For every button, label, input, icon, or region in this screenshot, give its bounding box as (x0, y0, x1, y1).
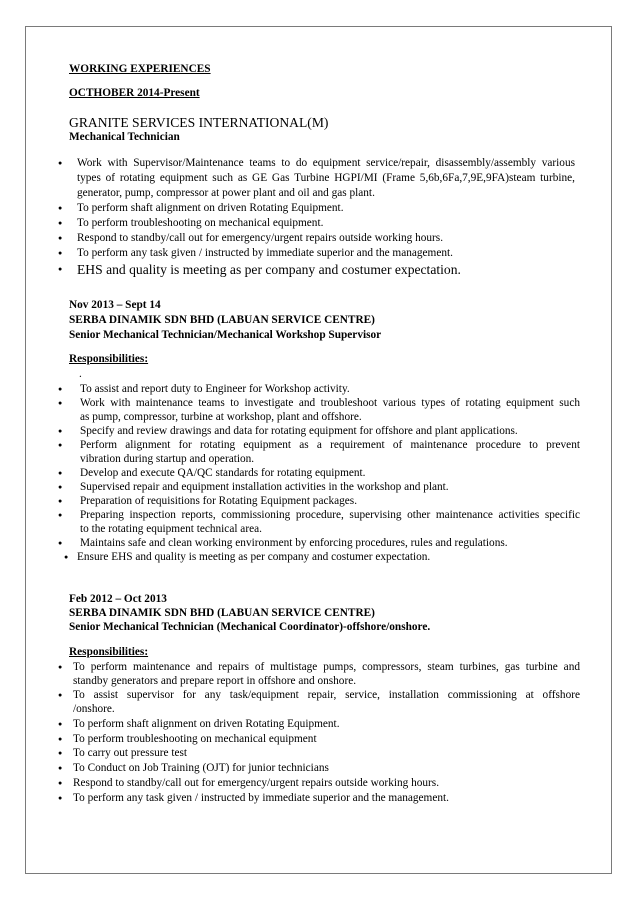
list-item: To assist supervisor for any task/equipment repair, service, installation commissioning at offshore (73, 689, 580, 701)
bullet-icon (58, 467, 62, 482)
list-item: To perform shaft alignment on driven Rotating Equipment. (77, 202, 344, 214)
job-period: Feb 2012 – Oct 2013 (69, 593, 167, 605)
job-position: Senior Mechanical Technician/Mechanical Workshop Supervisor (69, 329, 382, 341)
bullet-icon (58, 689, 62, 704)
bullet-icon (58, 747, 62, 762)
list-item: To perform troubleshooting on mechanical equipment (73, 733, 317, 745)
bullet-icon (58, 762, 62, 777)
bullet-icon (58, 537, 62, 552)
list-item: To perform maintenance and repairs of multistage pumps, compressors, steam turbines, gas turbine and (73, 661, 580, 673)
bullet-icon (58, 481, 62, 496)
list-item: To perform shaft alignment on driven Rotating Equipment. (73, 718, 340, 730)
bullet-icon (58, 718, 62, 733)
list-item: To carry out pressure test (73, 747, 188, 759)
list-item: Supervised repair and equipment installation activities in the workshop and plant. (80, 481, 449, 493)
job-position: Mechanical Technician (69, 131, 180, 143)
list-item: Respond to standby/call out for emergency/urgent repairs outside working hours. (73, 777, 440, 789)
list-item-continued: standby generators and prepare report in offshore and onshore. (73, 675, 357, 687)
bullet-icon (58, 217, 62, 232)
job-position: Senior Mechanical Technician (Mechanical Coordinator)-offshore/onshore. (69, 621, 431, 633)
bullet-icon (58, 777, 62, 792)
list-item-continued: vibration during startup and operation. (80, 453, 255, 465)
list-item: Specify and review drawings and data for rotating equipment for offshore and plant applications. (80, 425, 518, 437)
bullet-icon (58, 202, 62, 217)
company-name: SERBA DINAMIK SDN BHD (LABUAN SERVICE CENTRE) (69, 314, 375, 326)
list-item: Maintains safe and clean working environment by enforcing procedures, rules and regulations. (80, 537, 508, 549)
list-item-continued: generator, pump, compressor at power plant and oil and gas plant. (77, 187, 375, 199)
bullet-icon (58, 792, 62, 807)
job-period: Nov 2013 – Sept 14 (69, 299, 161, 311)
bullet-icon (58, 439, 62, 454)
list-item: Work with maintenance teams to investigate and troubleshoot various types of rotating equipment such (80, 397, 580, 409)
list-item: To perform any task given / instructed by immediate superior and the management. (77, 247, 453, 259)
list-item: EHS and quality is meeting as per company and costumer expectation. (77, 262, 461, 277)
company-name: GRANITE SERVICES INTERNATIONAL(M) (69, 115, 329, 130)
responsibilities-label: Responsibilities: (69, 353, 149, 365)
bullet-icon (58, 495, 62, 510)
bullet-icon (58, 733, 62, 748)
job-period: OCTHOBER 2014-Present (69, 87, 200, 99)
responsibilities-label: Responsibilities: (69, 646, 149, 658)
bullet-icon (58, 157, 62, 172)
list-item: Preparing inspection reports, commissioning procedure, supervising other maintenance activities specific (80, 509, 580, 521)
bullet-icon (58, 425, 62, 440)
list-item: Develop and execute QA/QC standards for rotating equipment. (80, 467, 366, 479)
stray-dot: . (79, 368, 82, 380)
bullet-icon (58, 263, 62, 278)
list-item: To assist and report duty to Engineer for Workshop activity. (80, 383, 350, 395)
bullet-icon (58, 397, 62, 412)
list-item: Respond to standby/call out for emergency/urgent repairs outside working hours. (77, 232, 444, 244)
bullet-icon (58, 232, 62, 247)
bullet-icon (58, 383, 62, 398)
list-item: Ensure EHS and quality is meeting as per company and costumer expectation. (77, 551, 431, 563)
list-item: To perform troubleshooting on mechanical equipment. (77, 217, 324, 229)
list-item-continued: as pump, compressor, turbine at workshop, plant and offshore. (80, 411, 362, 423)
bullet-icon (58, 661, 62, 676)
list-item-continued: /onshore. (73, 703, 115, 715)
company-name: SERBA DINAMIK SDN BHD (LABUAN SERVICE CENTRE) (69, 607, 375, 619)
bullet-icon (64, 551, 68, 566)
bullet-icon (58, 247, 62, 262)
list-item-continued: to the rotating equipment technical area. (80, 523, 262, 535)
section-title: WORKING EXPERIENCES (69, 63, 211, 75)
list-item: Perform alignment for rotating equipment as a requirement of maintenance procedure to prevent (80, 439, 580, 451)
bullet-icon (58, 509, 62, 524)
list-item: Preparation of requisitions for Rotating Equipment packages. (80, 495, 358, 507)
list-item-continued: types of rotating equipment such as GE Gas Turbine HGPI/MI (Frame 5,6b,6Fa,7,9E,9FA)steam turbine, (77, 172, 575, 184)
list-item: To Conduct on Job Training (OJT) for junior technicians (73, 762, 329, 774)
list-item: Work with Supervisor/Maintenance teams to do equipment service/repair, disassembly/assembly various (77, 157, 575, 169)
list-item: To perform any task given / instructed by immediate superior and the management. (73, 792, 449, 804)
